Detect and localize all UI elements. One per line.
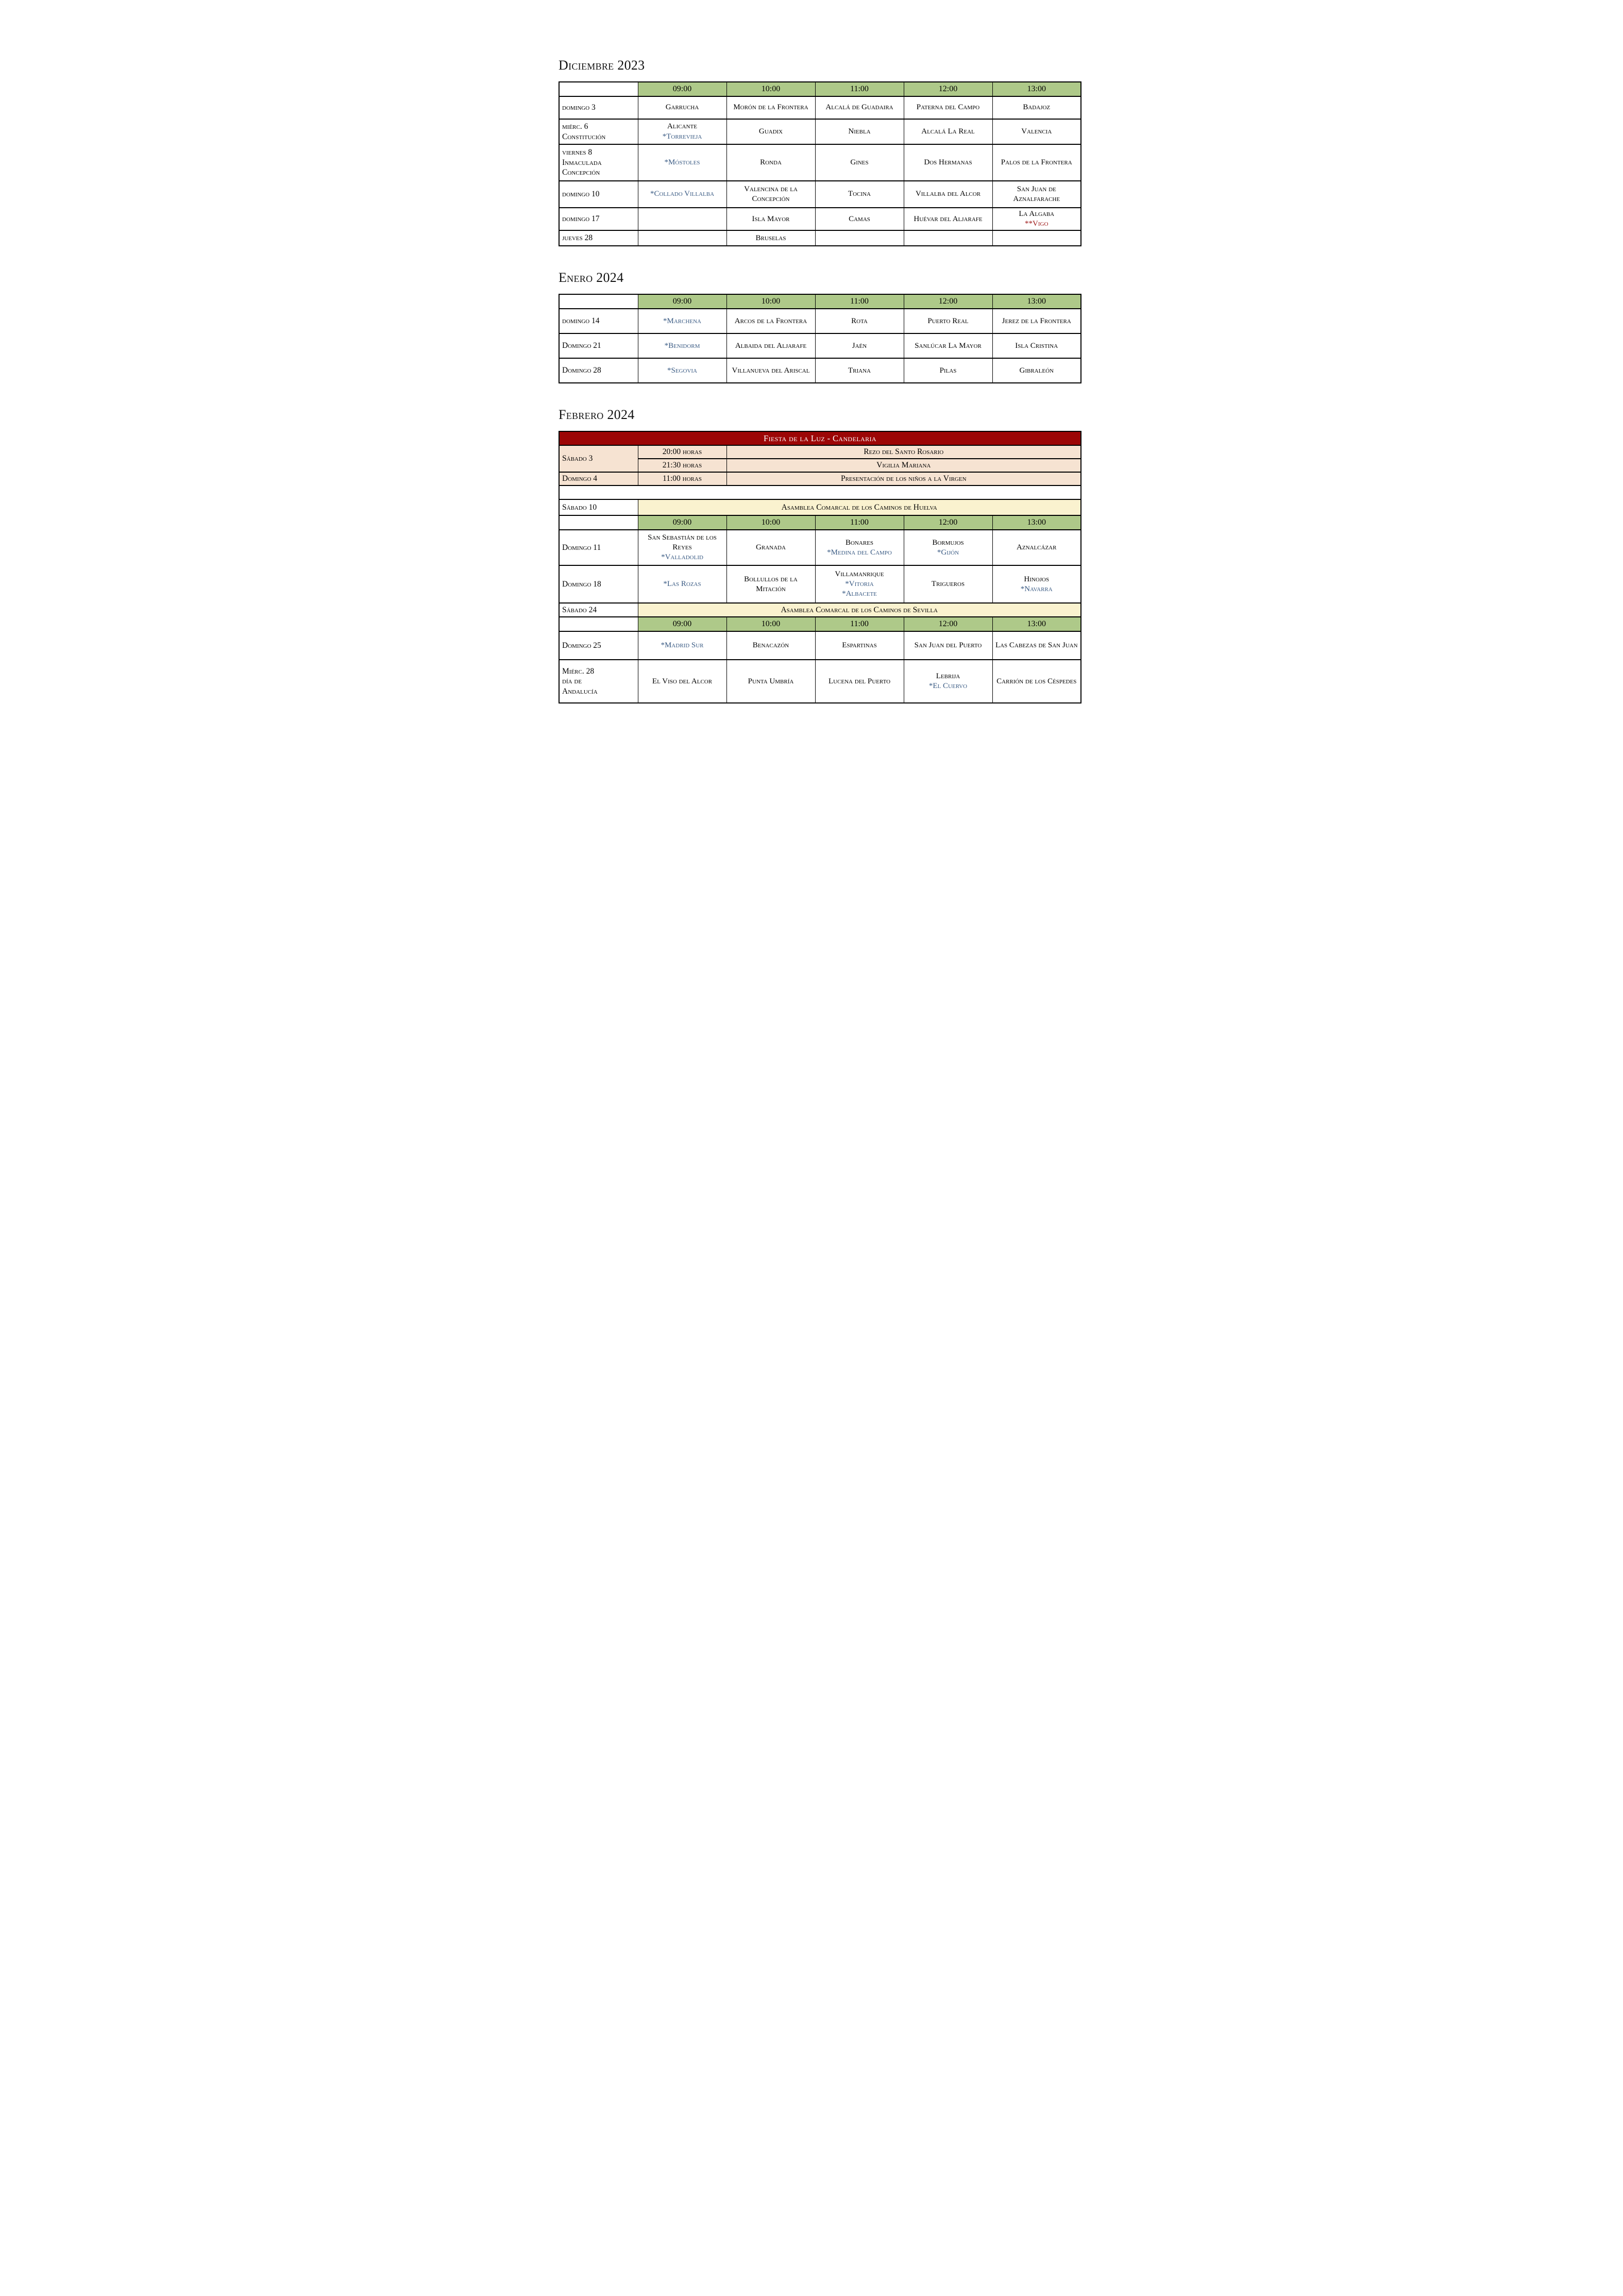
time-header-row xyxy=(559,82,1081,96)
table-row xyxy=(559,565,1081,603)
schedule-cell: Jaén xyxy=(815,333,904,358)
schedule-cell: Hinojos *Navarra xyxy=(992,565,1081,603)
day-cell: viernes 8 Inmaculada Concepción xyxy=(559,144,638,181)
table-row xyxy=(559,631,1081,660)
day-cell: jueves 28 xyxy=(559,230,638,246)
schedule-cell: Villamanrique *Vitoria *Albacete xyxy=(815,565,904,603)
schedule-cell: Lebrija *El Cuervo xyxy=(904,660,992,703)
table-row xyxy=(559,358,1081,383)
table-row xyxy=(559,530,1081,565)
schedule-cell: Aznalcázar xyxy=(992,530,1081,565)
day-cell: Domingo 21 xyxy=(559,333,638,358)
month-title-january: Enero 2024 xyxy=(559,270,624,286)
time-header-cell: 09:00 xyxy=(638,82,726,96)
document-page xyxy=(528,0,1095,802)
time-header-row xyxy=(559,294,1081,309)
schedule-cell: Puerto Real xyxy=(904,309,992,333)
schedule-cell: San Juan del Puerto xyxy=(904,631,992,660)
schedule-cell: Alcalá La Real xyxy=(904,119,992,144)
time-header-cell: 10:00 xyxy=(726,294,815,309)
schedule-cell: Isla Cristina xyxy=(992,333,1081,358)
time-header-cell: 12:00 xyxy=(904,515,992,530)
schedule-cell: Gines xyxy=(815,144,904,181)
time-header-cell: 13:00 xyxy=(992,294,1081,309)
day-cell: Sábado 3 xyxy=(559,445,638,472)
schedule-cell: Albaida del Aljarafe xyxy=(726,333,815,358)
schedule-cell: Bruselas xyxy=(726,230,815,246)
month-title-december: Diciembre 2023 xyxy=(559,58,645,73)
table-row xyxy=(559,96,1081,119)
table-row xyxy=(559,309,1081,333)
schedule-cell: Paterna del Campo xyxy=(904,96,992,119)
table-row xyxy=(559,660,1081,703)
time-header-cell: 11:00 xyxy=(815,617,904,631)
table-row xyxy=(559,181,1081,208)
hour-cell: 11:00 horas xyxy=(638,472,726,485)
schedule-cell: Huévar del Aljarafe xyxy=(904,208,992,230)
schedule-cell: Alicante *Torrevieja xyxy=(638,119,726,144)
day-cell: domingo 10 xyxy=(559,181,638,208)
schedule-cell: San Sebastián de los Reyes *Valladolid xyxy=(638,530,726,565)
schedule-cell xyxy=(992,230,1081,246)
schedule-cell: Villalba del Alcor xyxy=(904,181,992,208)
time-header-row xyxy=(559,617,1081,631)
time-header-cell: 13:00 xyxy=(992,617,1081,631)
time-header-cell: 09:00 xyxy=(638,617,726,631)
day-col-header xyxy=(559,294,638,309)
schedule-cell xyxy=(904,230,992,246)
asamblea-cell: Asamblea Comarcal de los Caminos de Sevilla xyxy=(638,603,1081,617)
activity-cell: Presentación de los niños a la Virgen xyxy=(726,472,1081,485)
candelaria-banner: Fiesta de la Luz - Candelaria xyxy=(559,431,1081,445)
day-cell: Sábado 10 xyxy=(559,499,638,515)
schedule-cell: Espartinas xyxy=(815,631,904,660)
table-row xyxy=(559,333,1081,358)
schedule-cell: Benacazón xyxy=(726,631,815,660)
schedule-cell: Lucena del Puerto xyxy=(815,660,904,703)
day-cell: Domingo 11 xyxy=(559,530,638,565)
schedule-cell: La Algaba **Vigo xyxy=(992,208,1081,230)
table-row xyxy=(559,119,1081,144)
schedule-cell: Sanlúcar La Mayor xyxy=(904,333,992,358)
schedule-cell: Garrucha xyxy=(638,96,726,119)
day-cell: miérc. 6 Constitución xyxy=(559,119,638,144)
day-cell: Sábado 24 xyxy=(559,603,638,617)
time-header-cell: 13:00 xyxy=(992,515,1081,530)
month-title-february: Febrero 2024 xyxy=(559,407,635,423)
activity-cell: Vigilia Mariana xyxy=(726,459,1081,472)
time-header-cell: 09:00 xyxy=(638,294,726,309)
schedule-cell: Morón de la Frontera xyxy=(726,96,815,119)
table-row xyxy=(559,208,1081,230)
schedule-cell: Trigueros xyxy=(904,565,992,603)
schedule-cell: *Collado Villalba xyxy=(638,181,726,208)
hour-cell: 20:00 horas xyxy=(638,445,726,459)
day-col-header xyxy=(559,617,638,631)
time-header-cell: 12:00 xyxy=(904,617,992,631)
schedule-cell: El Viso del Alcor xyxy=(638,660,726,703)
table-row xyxy=(559,472,1081,485)
schedule-cell xyxy=(638,230,726,246)
time-header-cell: 12:00 xyxy=(904,82,992,96)
time-header-cell: 13:00 xyxy=(992,82,1081,96)
schedule-cell: *Segovia xyxy=(638,358,726,383)
activity-cell: Rezo del Santo Rosario xyxy=(726,445,1081,459)
december-schedule-table xyxy=(559,81,1081,246)
day-cell: Domingo 25 xyxy=(559,631,638,660)
schedule-cell: Badajoz xyxy=(992,96,1081,119)
schedule-cell: *Madrid Sur xyxy=(638,631,726,660)
schedule-cell: Valencia xyxy=(992,119,1081,144)
schedule-cell: Bollullos de la Mitación xyxy=(726,565,815,603)
schedule-cell: Jerez de la Frontera xyxy=(992,309,1081,333)
spacer-row xyxy=(559,485,1081,499)
schedule-cell: *Marchena xyxy=(638,309,726,333)
asamblea-cell: Asamblea Comarcal de los Caminos de Huelva xyxy=(638,499,1081,515)
schedule-cell: Granada xyxy=(726,530,815,565)
day-cell: Domingo 18 xyxy=(559,565,638,603)
time-header-cell: 11:00 xyxy=(815,82,904,96)
schedule-cell: Ronda xyxy=(726,144,815,181)
time-header-cell: 11:00 xyxy=(815,294,904,309)
schedule-cell: Triana xyxy=(815,358,904,383)
time-header-cell: 10:00 xyxy=(726,82,815,96)
february-schedule-table xyxy=(559,431,1081,703)
schedule-cell: Niebla xyxy=(815,119,904,144)
day-cell: Domingo 28 xyxy=(559,358,638,383)
schedule-cell: Bonares *Medina del Campo xyxy=(815,530,904,565)
time-header-cell: 09:00 xyxy=(638,515,726,530)
schedule-cell: Punta Umbría xyxy=(726,660,815,703)
candelaria-banner-row xyxy=(559,431,1081,445)
table-row xyxy=(559,144,1081,181)
day-col-header xyxy=(559,82,638,96)
day-cell: domingo 14 xyxy=(559,309,638,333)
schedule-cell: Valencina de la Concepción xyxy=(726,181,815,208)
table-row xyxy=(559,603,1081,617)
schedule-cell: Rota xyxy=(815,309,904,333)
time-header-row xyxy=(559,515,1081,530)
schedule-cell: Pilas xyxy=(904,358,992,383)
day-cell: Miérc. 28 día de Andalucía xyxy=(559,660,638,703)
schedule-cell: Camas xyxy=(815,208,904,230)
document-content xyxy=(559,0,1081,703)
january-schedule-table xyxy=(559,294,1081,383)
time-header-cell: 10:00 xyxy=(726,617,815,631)
schedule-cell: Carrión de los Céspedes xyxy=(992,660,1081,703)
time-header-cell: 12:00 xyxy=(904,294,992,309)
schedule-cell: San Juan de Aznalfarache xyxy=(992,181,1081,208)
schedule-cell: Isla Mayor xyxy=(726,208,815,230)
day-cell: domingo 3 xyxy=(559,96,638,119)
schedule-cell: Arcos de la Frontera xyxy=(726,309,815,333)
schedule-cell: Gibraleón xyxy=(992,358,1081,383)
table-row xyxy=(559,230,1081,246)
time-header-cell: 10:00 xyxy=(726,515,815,530)
time-header-cell: 11:00 xyxy=(815,515,904,530)
day-cell: Domingo 4 xyxy=(559,472,638,485)
schedule-cell: Villanueva del Ariscal xyxy=(726,358,815,383)
schedule-cell xyxy=(638,208,726,230)
schedule-cell: *Las Rozas xyxy=(638,565,726,603)
schedule-cell xyxy=(815,230,904,246)
schedule-cell: Dos Hermanas xyxy=(904,144,992,181)
day-cell: domingo 17 xyxy=(559,208,638,230)
schedule-cell: Guadix xyxy=(726,119,815,144)
table-row xyxy=(559,445,1081,459)
schedule-cell: Palos de la Frontera xyxy=(992,144,1081,181)
schedule-cell: Bormujos *Gijón xyxy=(904,530,992,565)
schedule-cell: *Móstoles xyxy=(638,144,726,181)
hour-cell: 21:30 horas xyxy=(638,459,726,472)
schedule-cell: Tocina xyxy=(815,181,904,208)
spacer-cell xyxy=(559,485,1081,499)
table-row xyxy=(559,499,1081,515)
schedule-cell: Las Cabezas de San Juan xyxy=(992,631,1081,660)
schedule-cell: Alcalá de Guadaira xyxy=(815,96,904,119)
schedule-cell: *Benidorm xyxy=(638,333,726,358)
day-col-header xyxy=(559,515,638,530)
